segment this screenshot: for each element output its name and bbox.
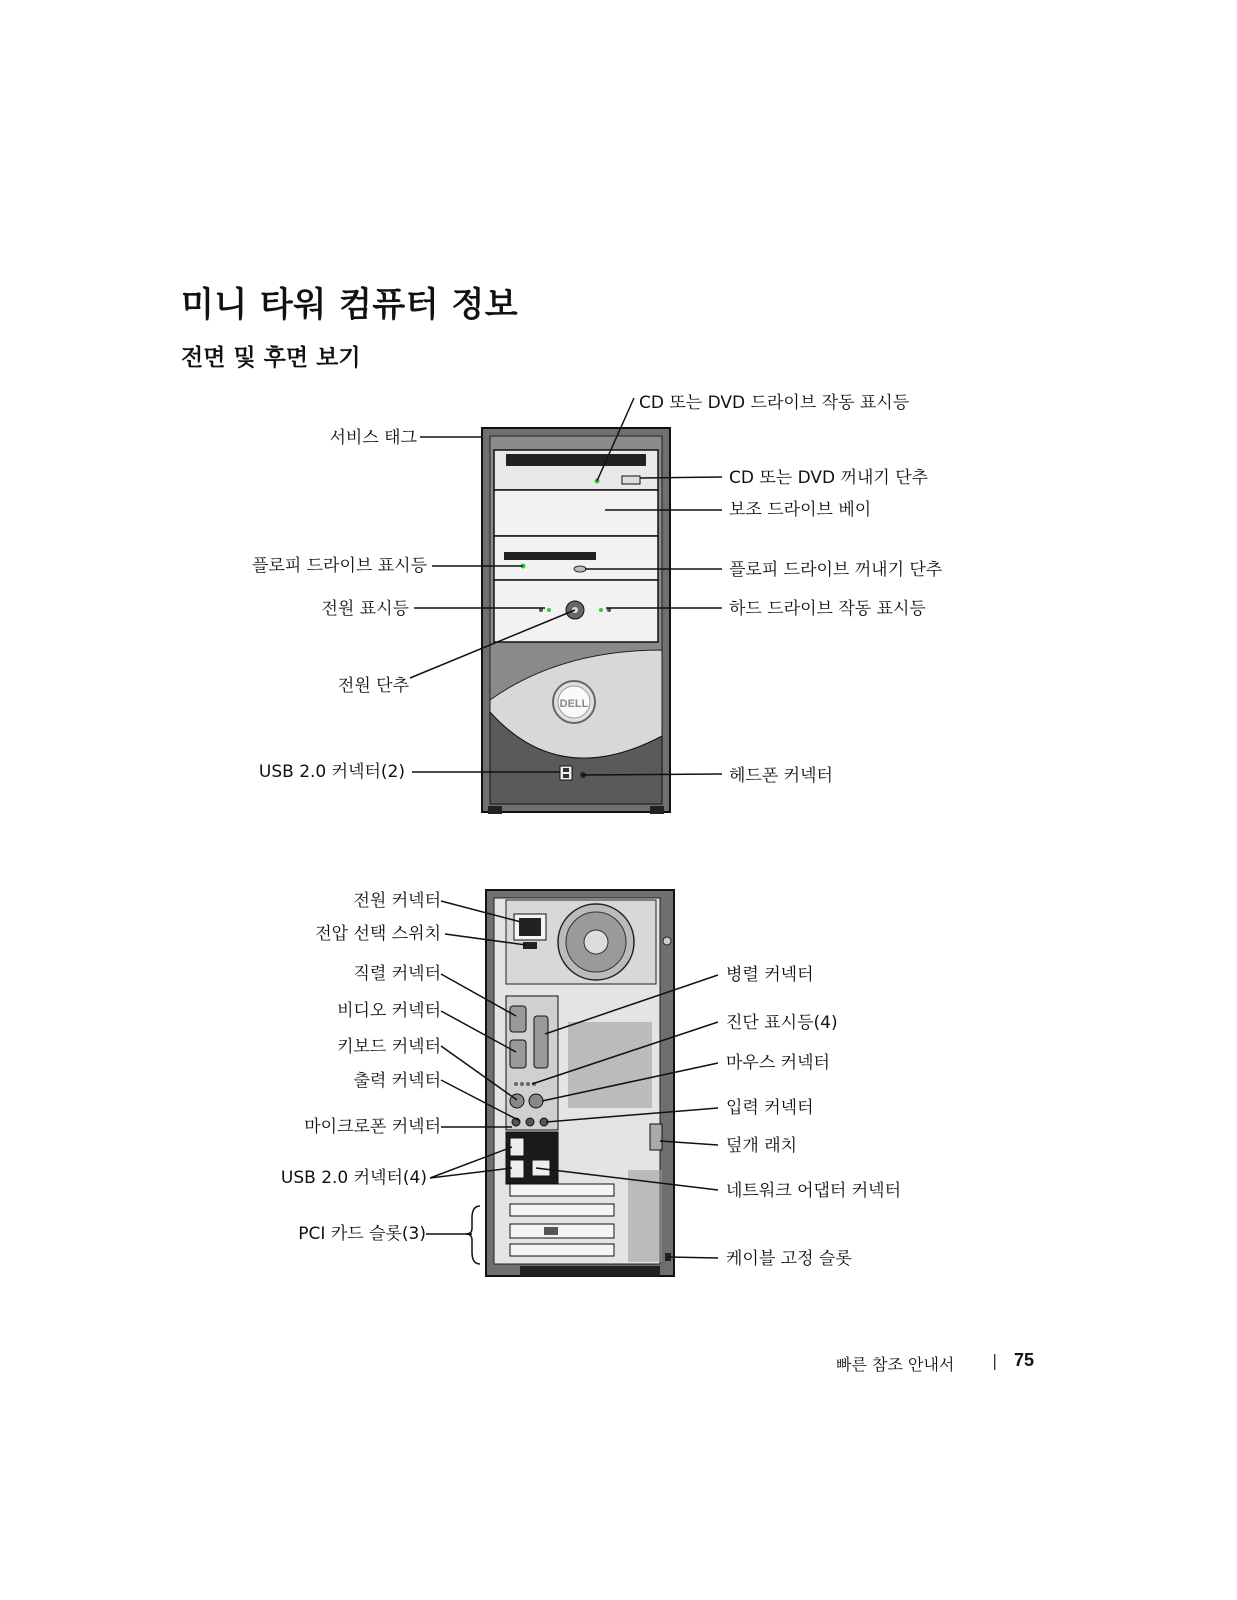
section-subtitle: 전면 및 후면 보기 <box>181 345 361 371</box>
label-serial-connector: 직렬 커넥터 <box>353 964 441 984</box>
label-voltage-switch: 전압 선택 스위치 <box>315 924 441 944</box>
page-title: 미니 타워 컴퓨터 정보 <box>181 285 519 325</box>
label-mouse-connector: 마우스 커넥터 <box>726 1053 830 1073</box>
label-front-usb: USB 2.0 커넥터(2) <box>258 762 405 782</box>
label-hdd-activity-light: 하드 드라이브 작동 표시등 <box>729 599 926 619</box>
dell-logo: DELL <box>559 698 589 710</box>
label-headphone-connector: 헤드폰 커넥터 <box>729 766 833 786</box>
label-service-tag: 서비스 태그 <box>329 428 417 448</box>
label-video-connector: 비디오 커넥터 <box>337 1001 441 1021</box>
label-line-in-connector: 입력 커넥터 <box>726 1098 814 1118</box>
label-cover-latch: 덮개 래치 <box>726 1136 798 1156</box>
front-tower <box>482 428 670 814</box>
label-power-button: 전원 단추 <box>337 676 409 696</box>
label-parallel-connector: 병렬 커넥터 <box>726 965 814 985</box>
label-back-usb: USB 2.0 커넥터(4) <box>280 1168 427 1188</box>
label-floppy-light: 플로피 드라이브 표시등 <box>251 556 427 576</box>
label-line-out-connector: 출력 커넥터 <box>353 1071 441 1091</box>
label-power-light: 전원 표시등 <box>321 599 409 619</box>
label-network-connector: 네트워크 어댑터 커넥터 <box>726 1181 902 1201</box>
label-pci-slots: PCI 카드 슬롯(3) <box>298 1224 426 1244</box>
label-keyboard-connector: 키보드 커넥터 <box>337 1037 441 1057</box>
label-floppy-eject-button: 플로피 드라이브 꺼내기 단추 <box>729 560 943 580</box>
label-cd-activity-light: CD 또는 DVD 드라이브 작동 표시등 <box>639 393 910 413</box>
label-diagnostic-lights: 진단 표시등(4) <box>726 1013 838 1033</box>
page-number: 75 <box>1014 1350 1035 1370</box>
label-aux-drive-bay: 보조 드라이브 베이 <box>729 500 872 520</box>
label-power-connector: 전원 커넥터 <box>353 891 441 911</box>
footer-section-title: 빠른 참조 안내서 <box>836 1355 955 1374</box>
label-cd-eject-button: CD 또는 DVD 꺼내기 단추 <box>729 468 929 488</box>
back-tower <box>486 890 674 1276</box>
label-microphone-connector: 마이크로폰 커넥터 <box>304 1117 441 1137</box>
footer-separator: | <box>992 1351 998 1370</box>
label-cable-security-slot: 케이블 고정 슬롯 <box>726 1249 852 1269</box>
